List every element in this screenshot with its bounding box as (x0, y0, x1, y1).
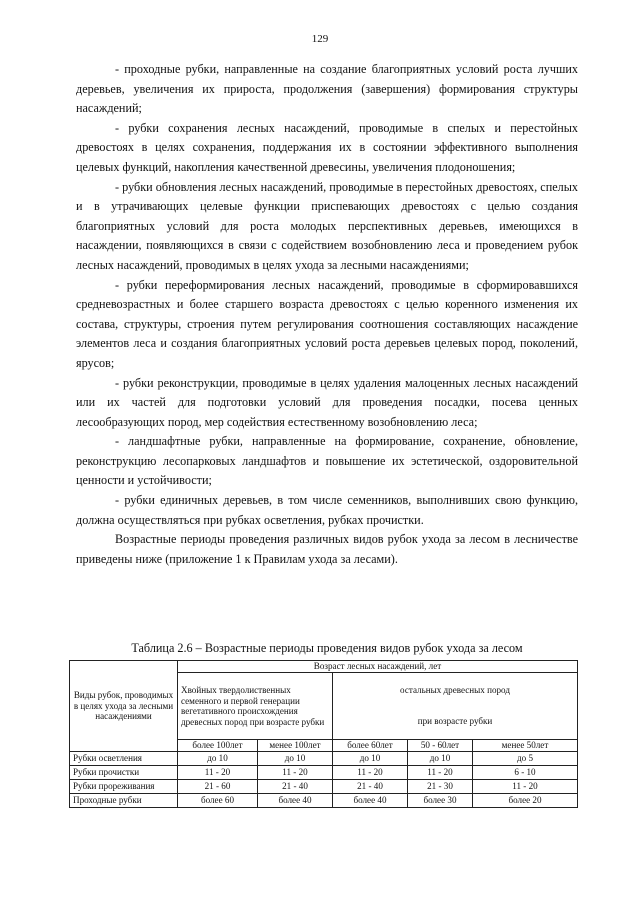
paragraph-thinning-cuts: - проходные рубки, направленные на создание благоприятных условий роста лучших деревьев, увеличения их прироста, продолжения (завершения) формирования структуры насаждений; (76, 62, 578, 116)
age-periods-table (69, 660, 578, 808)
table-cell: более 20 (473, 794, 578, 808)
table-caption: Таблица 2.6 – Возрастные периоды проведения видов рубок ухода за лесом (131, 641, 523, 655)
table-cell: 11 - 20 (473, 780, 578, 794)
row-name-cell: Рубки осветления (70, 752, 178, 766)
age-header-cell: более 60лет (333, 740, 408, 752)
paragraph-age-periods: Возрастные периоды проведения различных видов рубок ухода за лесом в лесничестве приведены ниже (приложение 1 к Правилам ухода за лесами). (76, 532, 578, 566)
age-header-cell: 50 - 60лет (408, 740, 473, 752)
table-cell: до 10 (178, 752, 258, 766)
body-text (76, 60, 578, 569)
row-header-cell: Виды рубок, проводимых в целях ухода за лесными насаждениями (70, 661, 178, 752)
row-name-cell: Рубки прореживания (70, 780, 178, 794)
table-row (70, 766, 578, 780)
table-cell: до 10 (408, 752, 473, 766)
row-name-cell: Проходные рубки (70, 794, 178, 808)
conifer-header-cell: Хвойных твердолиственных семенного и первой генерации вегетативного происхождения древесных пород при возрасте рубки (178, 673, 333, 740)
table-cell: до 10 (333, 752, 408, 766)
group-header-cell: Возраст лесных насаждений, лет (178, 661, 578, 673)
table-cell: 11 - 20 (178, 766, 258, 780)
table-row (70, 794, 578, 808)
paragraph-reconstruction-cuts: - рубки реконструкции, проводимые в целях удаления малоценных лесных насаждений или их частей для подготовки условий для проведения посадки, посева ценных лесообразующих пород, мер содействия естественному возобновлению леса; (76, 375, 578, 429)
paragraph-single-tree-cuts: - рубки единичных деревьев, в том числе семенников, выполнивших свою функцию, должна осуществляться при рубках осветления, рубках прочистки. (76, 493, 578, 527)
table-cell: более 30 (408, 794, 473, 808)
paragraph-renewal-cuts: - рубки обновления лесных насаждений, проводимые в перестойных древостоях, спелых и в утрачивающих целевые функции приспевающих древостоях с целью создания благоприятных условий для роста молодых перспективных деревьев, имеющихся в насаждении, появляющихся в связи с содействием возобновлению леса и проведением рубок лесных насаждений, проводимых в целях ухода за лесными насаждениями; (76, 179, 578, 272)
age-header-cell: менее 50лет (473, 740, 578, 752)
table-cell: до 5 (473, 752, 578, 766)
cutting-age-label: при возрасте рубки (417, 716, 493, 727)
table-row (70, 780, 578, 794)
paragraph-preservation-cuts: - рубки сохранения лесных насаждений, проводимые в спелых и перестойных древостоях в целях сохранения, поддержания их в состоянии эффективного выполнения целевых функций, накопления качественной древесины, увеличения плодоношения; (76, 120, 578, 174)
table-cell: до 10 (258, 752, 333, 766)
table-row (70, 752, 578, 766)
table-cell: 11 - 20 (258, 766, 333, 780)
paragraph-reformation-cuts: - рубки переформирования лесных насаждений, проводимые в сформировавшихся средневозрастных и более старшего возраста древостоях с целью коренного изменения их состава, структуры, строения путем регулирования соотношения составляющих насаждение элементов леса и создания благоприятных условий роста деревьев целевых пород, поколений, ярусов; (76, 277, 578, 370)
table-cell: 21 - 60 (178, 780, 258, 794)
row-name-cell: Рубки прочистки (70, 766, 178, 780)
table-cell: более 40 (258, 794, 333, 808)
table-cell: более 40 (333, 794, 408, 808)
age-header-cell: менее 100лет (258, 740, 333, 752)
table-cell: 11 - 20 (333, 766, 408, 780)
paragraph-landscape-cuts: - ландшафтные рубки, направленные на формирование, сохранение, обновление, реконструкцию лесопарковых ландшафтов и повышение их эстетической, оздоровительной ценности и устойчивости; (76, 434, 578, 488)
age-header-cell: более 100лет (178, 740, 258, 752)
table-cell: 21 - 40 (333, 780, 408, 794)
page-number: 129 (311, 33, 329, 45)
table-cell: 6 - 10 (473, 766, 578, 780)
table-cell: 11 - 20 (408, 766, 473, 780)
table-cell: 21 - 30 (408, 780, 473, 794)
other-species-header-cell (333, 673, 578, 740)
other-species-label: остальных древесных пород (400, 685, 510, 696)
table-header-row (70, 661, 578, 673)
table-cell: более 60 (178, 794, 258, 808)
table-cell: 21 - 40 (258, 780, 333, 794)
